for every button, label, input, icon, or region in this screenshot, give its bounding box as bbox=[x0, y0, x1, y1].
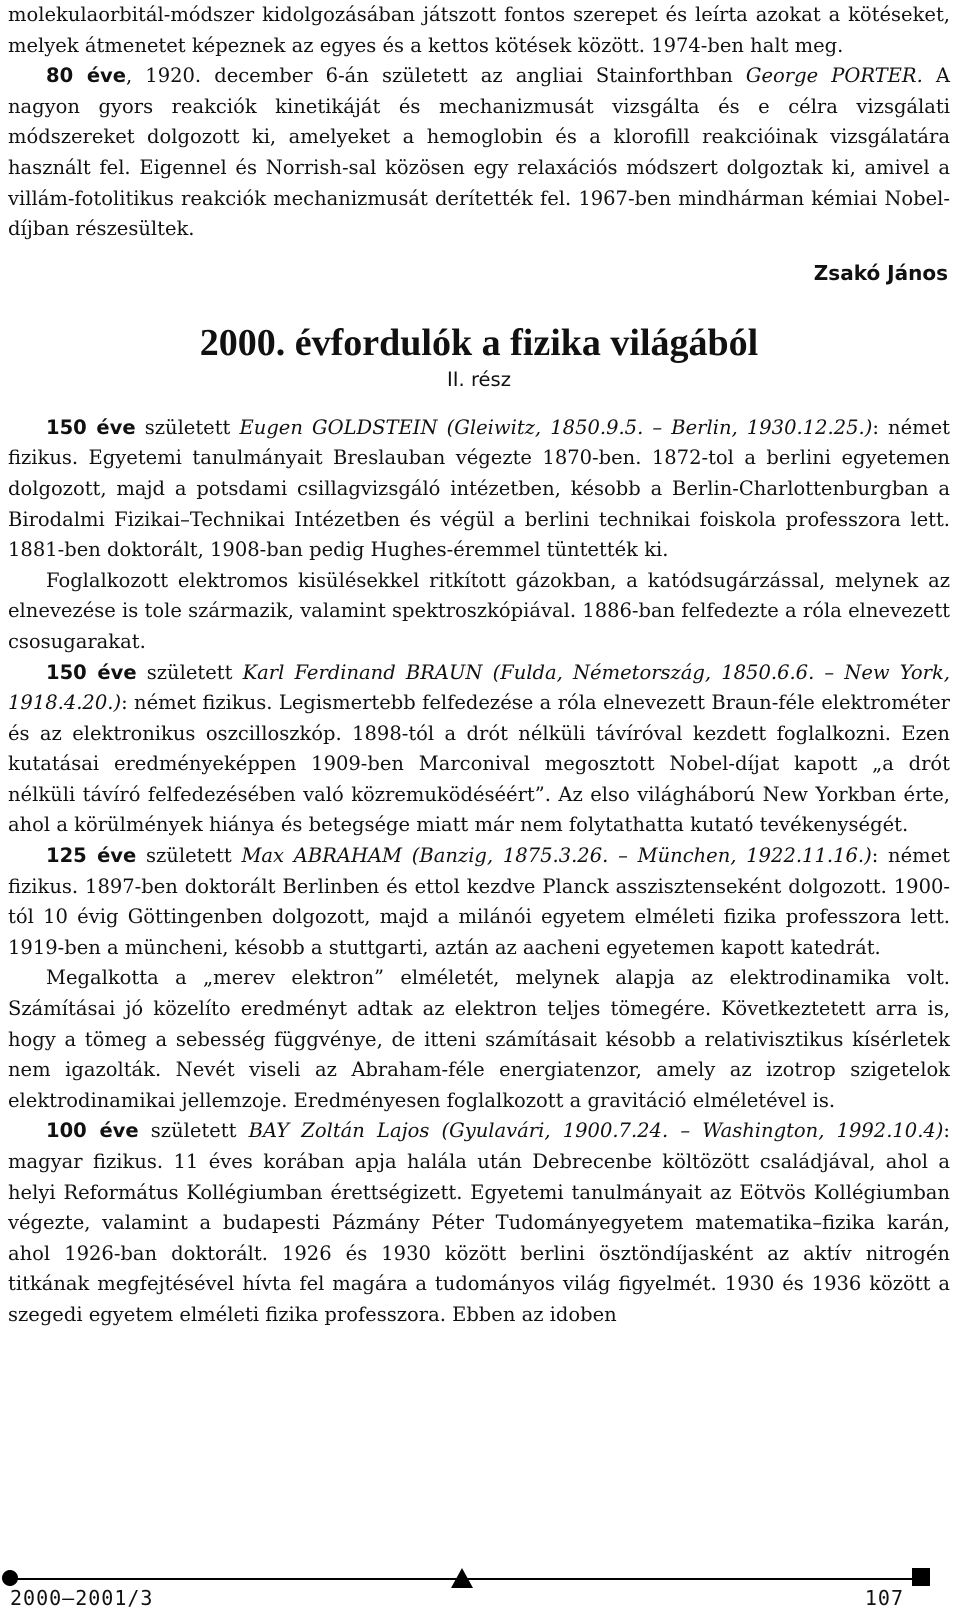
paragraph-text: született bbox=[138, 1119, 249, 1143]
anniversary-lead: 150 éve bbox=[46, 415, 136, 439]
article-subtitle: II. rész bbox=[447, 367, 511, 391]
entry-goldstein bbox=[8, 413, 950, 566]
paragraph-text: : magyar fizikus. 11 éves korában apja halála után Debrecenbe költözött családjával, ahol a helyi Református Kollégiumban érettségizett. Egyetemi tanulmányait az Eötvös Kollégiumban végezte, valamint a budapesti Pázmány Péter Tudományegyetem matematika–fizika karán, ahol 1926-ban doktorált. 1926 és 1930 között berlini ösztöndíjasként az aktív nitrogén titkának megfejtésével hívta fel magára a tudományos világ figyelmét. 1930 és 1936 között a szegedi egyetem elméleti fizika professzora. Ebben az idoben bbox=[8, 1119, 950, 1326]
paragraph-intro bbox=[8, 0, 950, 61]
author-signature: Zsakó János bbox=[813, 260, 948, 285]
issue-number: 2000–2001/3 bbox=[10, 1586, 154, 1610]
anniversary-lead: 100 éve bbox=[46, 1119, 139, 1143]
entry-braun bbox=[8, 658, 950, 842]
entry-goldstein-p2 bbox=[8, 566, 950, 658]
paragraph-text: született bbox=[136, 844, 242, 868]
person-name: Karl Ferdinand BRAUN (Fulda, Németország, 1850.6.6. – New York, 1918.4.20.) bbox=[8, 660, 951, 715]
paragraph-text: : német fizikus. Legismertebb felfedezése a róla elnevezett Braun-féle elektrométer és az elektronikus oszcilloszkóp. 1898-tól a drót nélküli távíróval kezdett foglalkozni. Ezen kutatásai eredményeképpen 1909-ben Marconival megosztott Nobel-díjat kapott „a drót nélküli távíró felfedezésében való közremuködéséért”. Az elso világháború New Yorkban érte, ahol a körülmények hiánya és betegsége miatt már nem folytathatta kutató tevékenységét. bbox=[8, 691, 950, 837]
page-number: 107 bbox=[864, 1586, 904, 1610]
triangle-icon bbox=[451, 1568, 473, 1588]
entry-bay bbox=[8, 1116, 950, 1330]
paragraph-porter bbox=[8, 61, 950, 245]
anniversary-lead: 80 éve bbox=[46, 64, 126, 88]
anniversary-lead: 150 éve bbox=[46, 660, 137, 684]
square-icon bbox=[912, 1568, 930, 1586]
entry-abraham bbox=[8, 841, 950, 963]
anniversary-lead: 125 éve bbox=[46, 844, 137, 868]
paragraph-text: Megalkotta a „merev elektron” elméletét, melynek alapja az elektrodinamika volt. Számításai jó közelíto eredményt adtak az elektron teljes tömegére. Következtetett arra is, hogy a tömeg a sebesség függvénye, de itteni számításait késobb a relativisztikus kísérletek nem igazolták. Nevét viseli az Abraham-féle energiatenzor, amely az izotrop szigetelok elektrodinamikai jellemzoje. Eredményesen foglalkozott a gravitáció elméletével is. bbox=[8, 966, 950, 1112]
person-name: George PORTER. bbox=[745, 64, 923, 88]
page-footer bbox=[0, 1556, 960, 1616]
paragraph-text: : német fizikus. 1897-ben doktorált Berlinben és ettol kezdve Planck asszisztenseként dolgozott. 1900-tól 10 évig Göttingenben dolgozott, majd a milánói egyetem elméleti fizika professzora lett. 1919-ben a müncheni, késobb a stuttgarti, aztán az aacheni egyetemen kapott katedrát. bbox=[8, 844, 951, 959]
person-name: Eugen GOLDSTEIN (Gleiwitz, 1850.9.5. – Berlin, 1930.12.25.) bbox=[239, 415, 873, 439]
paragraph-text: : német fizikus. Egyetemi tanulmányait Breslauban végezte 1870-ben. 1872-tol a berlini egyetemen dolgozott, majd a potsdami csillagvizsgáló intézetben, késobb a Berlin-Charlottenburgban a Birodalmi Fizikai–Technikai Intézetben és végül a berlini technikai foiskola professzora lett. 1881-ben doktorált, 1908-ban pedig Hughes-éremmel tüntették ki. bbox=[8, 415, 950, 562]
page-content bbox=[8, 0, 950, 1331]
entry-abraham-p2 bbox=[8, 963, 950, 1116]
paragraph-text: született bbox=[135, 415, 240, 439]
article-title: 2000. évfordulók a fizika világából bbox=[199, 321, 759, 364]
person-name: Max ABRAHAM (Banzig, 1875.3.26. – München, 1922.11.16.) bbox=[241, 844, 872, 868]
person-name: BAY Zoltán Lajos (Gyulavári, 1900.7.24. – Washington, 1992.10.4) bbox=[248, 1119, 944, 1143]
paragraph-text: Foglalkozott elektromos kisülésekkel ritkított gázokban, a katódsugárzással, melynek az elnevezése is tole származik, valamint spektroszkópiával. 1886-ban felfedezte a róla elnevezett csosugarakat. bbox=[8, 568, 950, 653]
paragraph-text: született bbox=[136, 660, 243, 684]
paragraph-text: molekulaorbitál-módszer kidolgozásában játszott fontos szerepet és leírta azokat a kötéseket, melyek átmenetet képeznek az egyes és a kettos kötések között. 1974-ben halt meg. bbox=[8, 3, 950, 57]
circle-icon bbox=[2, 1570, 18, 1586]
paragraph-text: A nagyon gyors reakciók kinetikáját és mechanizmusát vizsgálta és e célra vizsgálati módszereket dolgozott ki, amelyeket a hemoglobin és a klorofill reakcióinak vizsgálatára használt fel. Eigennel és Norrish-sal közösen egy relaxációs módszert dolgoztak ki, amivel a villám-fotolitikus reakciók mechanizmusát derítették fel. 1967-ben mindhárman kémiai Nobel-díjban részesültek. bbox=[8, 64, 951, 241]
paragraph-text: , 1920. december 6-án született az angliai Stainforthban bbox=[126, 64, 746, 88]
